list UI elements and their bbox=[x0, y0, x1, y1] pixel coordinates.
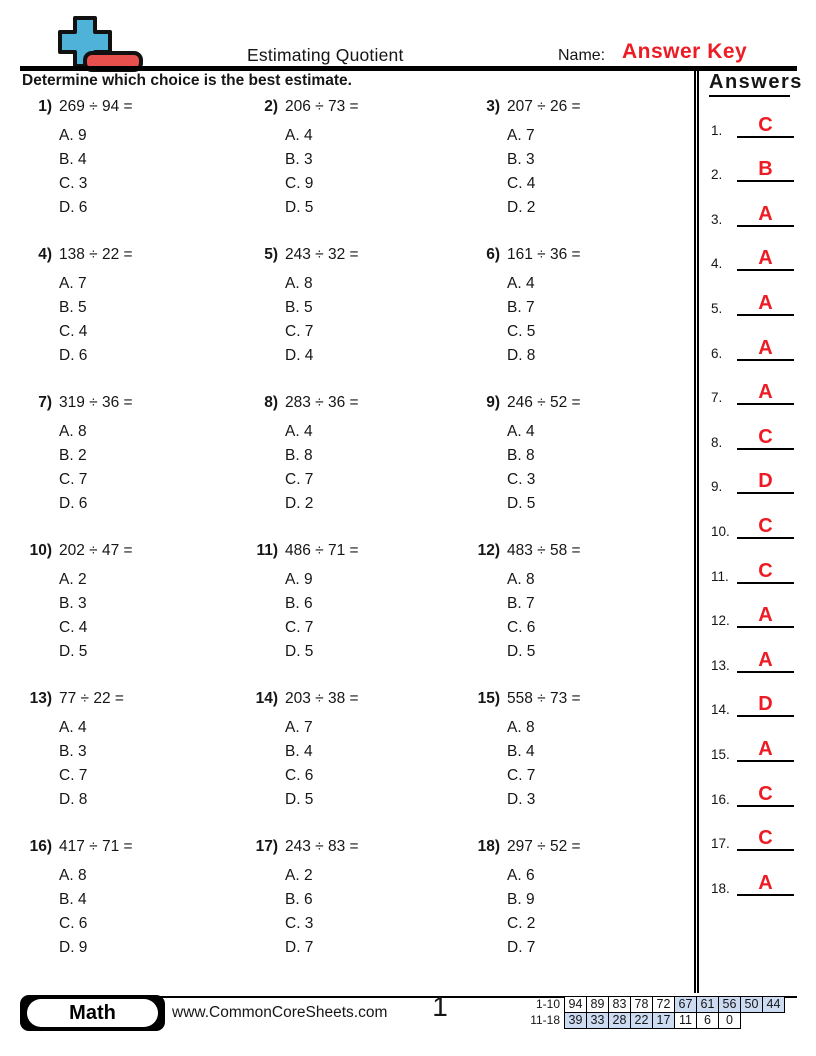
answer-number: 15. bbox=[711, 746, 730, 762]
worksheet-title: Estimating Quotient bbox=[247, 45, 404, 65]
problem-expression: 486 ÷ 71 = bbox=[285, 542, 359, 559]
answer-number: 2. bbox=[711, 167, 723, 183]
header-divider bbox=[20, 66, 797, 71]
choice-option: D. 5 bbox=[507, 643, 536, 660]
answer-item bbox=[699, 450, 797, 495]
choice-option: A. 2 bbox=[59, 571, 87, 588]
choice-option: C. 2 bbox=[507, 915, 536, 932]
choice-option: D. 7 bbox=[507, 939, 536, 956]
answer-item bbox=[699, 762, 797, 807]
problem-expression: 243 ÷ 83 = bbox=[285, 838, 359, 855]
answer-letter: C bbox=[758, 113, 773, 136]
score-cell: 67 bbox=[674, 996, 697, 1013]
choice-option: D. 5 bbox=[285, 199, 314, 216]
choice-option: A. 7 bbox=[507, 127, 535, 144]
answer-blank-line bbox=[737, 159, 794, 182]
choice-option: B. 4 bbox=[285, 743, 313, 760]
problem-number: 2) bbox=[264, 98, 278, 115]
answer-letter: A bbox=[758, 247, 773, 270]
choice-option: D. 5 bbox=[507, 495, 536, 512]
problem-choices bbox=[59, 124, 248, 220]
problem-choices bbox=[285, 420, 470, 516]
choice-option: C. 3 bbox=[285, 915, 314, 932]
problem-choices bbox=[507, 864, 694, 960]
answer-number: 11. bbox=[711, 568, 729, 584]
problem-question bbox=[248, 244, 470, 265]
answer-number: 9. bbox=[711, 479, 723, 495]
problem-number: 9) bbox=[486, 394, 500, 411]
answer-blank-line bbox=[737, 828, 794, 851]
score-cell: 50 bbox=[740, 996, 763, 1013]
website-text: www.CommonCoreSheets.com bbox=[172, 1004, 388, 1021]
problem-choices bbox=[59, 568, 248, 664]
subject-badge bbox=[20, 995, 165, 1031]
problem-block bbox=[470, 540, 694, 688]
answer-letter: B bbox=[758, 158, 773, 181]
problem-question bbox=[248, 688, 470, 709]
problem-expression: 283 ÷ 36 = bbox=[285, 394, 359, 411]
problem-question bbox=[22, 96, 248, 117]
problem-question bbox=[22, 836, 248, 857]
score-cell: 89 bbox=[586, 996, 609, 1013]
choice-option: D. 6 bbox=[59, 199, 88, 216]
problem-choices bbox=[285, 864, 470, 960]
choice-option: B. 7 bbox=[507, 299, 535, 316]
answer-number: 7. bbox=[711, 390, 723, 406]
problem-question bbox=[248, 96, 470, 117]
choice-option: C. 7 bbox=[285, 471, 314, 488]
answer-number: 18. bbox=[711, 880, 730, 896]
answer-number: 10. bbox=[711, 523, 730, 539]
choice-option: A. 9 bbox=[59, 127, 87, 144]
answer-blank-line bbox=[737, 784, 794, 807]
problem-number: 1) bbox=[38, 98, 52, 115]
problem-choices bbox=[507, 568, 694, 664]
score-cell: 39 bbox=[564, 1012, 587, 1029]
problem-number: 17) bbox=[255, 838, 278, 855]
problem-expression: 246 ÷ 52 = bbox=[507, 394, 581, 411]
subject-badge-label: Math bbox=[27, 999, 158, 1027]
problem-number: 15) bbox=[477, 690, 500, 707]
choice-option: C. 4 bbox=[59, 323, 88, 340]
answer-letter: C bbox=[758, 559, 773, 582]
choice-option: B. 6 bbox=[285, 595, 313, 612]
answer-blank-line bbox=[737, 605, 794, 628]
choice-option: D. 2 bbox=[285, 495, 314, 512]
answer-number: 4. bbox=[711, 256, 723, 272]
problem-block bbox=[22, 244, 248, 392]
choice-option: C. 6 bbox=[59, 915, 88, 932]
problem-expression: 138 ÷ 22 = bbox=[59, 246, 133, 263]
choice-option: C. 7 bbox=[507, 767, 536, 784]
answers-panel-title: Answers bbox=[709, 71, 790, 97]
answer-letter: A bbox=[758, 336, 773, 359]
score-cell: 83 bbox=[608, 996, 631, 1013]
problem-block bbox=[22, 96, 248, 244]
answer-blank-line bbox=[737, 248, 794, 271]
problem-block bbox=[248, 244, 470, 392]
choice-option: D. 6 bbox=[59, 347, 88, 364]
problem-choices bbox=[59, 272, 248, 368]
score-cell: 94 bbox=[564, 996, 587, 1013]
answer-number: 17. bbox=[711, 836, 730, 852]
problem-block bbox=[22, 540, 248, 688]
choice-option: A. 4 bbox=[59, 719, 87, 736]
choice-option: C. 7 bbox=[285, 619, 314, 636]
problem-question bbox=[248, 392, 470, 413]
choice-option: B. 3 bbox=[59, 743, 87, 760]
problem-number: 4) bbox=[38, 246, 52, 263]
problem-block bbox=[22, 392, 248, 540]
choice-option: C. 4 bbox=[507, 175, 536, 192]
problem-choices bbox=[59, 864, 248, 960]
problem-question bbox=[470, 836, 694, 857]
problem-block bbox=[248, 688, 470, 836]
problem-number: 11) bbox=[256, 542, 278, 559]
problem-expression: 558 ÷ 73 = bbox=[507, 690, 581, 707]
score-cell: 0 bbox=[718, 1012, 741, 1029]
answer-letter: D bbox=[758, 470, 773, 493]
choice-option: B. 4 bbox=[59, 151, 87, 168]
answer-item bbox=[699, 405, 797, 450]
score-cell: 56 bbox=[718, 996, 741, 1013]
answer-letter: A bbox=[758, 871, 773, 894]
answer-letter: A bbox=[758, 202, 773, 225]
problem-choices bbox=[285, 124, 470, 220]
problem-number: 16) bbox=[29, 838, 52, 855]
answer-blank-line bbox=[737, 204, 794, 227]
answer-number: 5. bbox=[711, 300, 723, 316]
name-label: Name: bbox=[558, 47, 606, 64]
choice-option: B. 3 bbox=[507, 151, 535, 168]
answer-blank-line bbox=[737, 427, 794, 450]
answer-item bbox=[699, 539, 797, 584]
score-cell: 17 bbox=[652, 1012, 675, 1029]
problem-expression: 207 ÷ 26 = bbox=[507, 98, 581, 115]
answer-item bbox=[699, 717, 797, 762]
answer-blank-line bbox=[737, 694, 794, 717]
choice-option: B. 7 bbox=[507, 595, 535, 612]
answer-letter: A bbox=[758, 737, 773, 760]
choice-option: D. 6 bbox=[59, 495, 88, 512]
choice-option: A. 8 bbox=[59, 867, 87, 884]
problem-question bbox=[470, 96, 694, 117]
answer-item bbox=[699, 584, 797, 629]
choice-option: B. 3 bbox=[285, 151, 313, 168]
choice-option: D. 5 bbox=[285, 791, 314, 808]
answer-blank-line bbox=[737, 739, 794, 762]
choice-option: A. 4 bbox=[285, 423, 313, 440]
answers-panel bbox=[694, 66, 803, 993]
problem-block bbox=[22, 688, 248, 836]
choice-option: B. 2 bbox=[59, 447, 87, 464]
problem-block bbox=[470, 688, 694, 836]
problem-number: 18) bbox=[477, 838, 500, 855]
problem-question bbox=[248, 836, 470, 857]
answer-item bbox=[699, 807, 797, 852]
choice-option: C. 7 bbox=[59, 471, 88, 488]
problem-question bbox=[22, 688, 248, 709]
problem-choices bbox=[59, 716, 248, 812]
answer-number: 6. bbox=[711, 345, 723, 361]
problem-block bbox=[470, 392, 694, 540]
choice-option: B. 5 bbox=[285, 299, 313, 316]
score-cell: 44 bbox=[762, 996, 785, 1013]
choice-option: D. 5 bbox=[285, 643, 314, 660]
choice-option: D. 3 bbox=[507, 791, 536, 808]
score-row-label: 1-10 bbox=[535, 997, 560, 1011]
score-row-label: 11-18 bbox=[530, 1013, 560, 1027]
choice-option: C. 7 bbox=[285, 323, 314, 340]
choice-option: D. 2 bbox=[507, 199, 536, 216]
problem-question bbox=[470, 688, 694, 709]
problem-choices bbox=[507, 420, 694, 516]
answer-blank-line bbox=[737, 471, 794, 494]
choice-option: C. 6 bbox=[507, 619, 536, 636]
problem-question bbox=[248, 540, 470, 561]
answer-number: 13. bbox=[711, 657, 730, 673]
choice-option: A. 7 bbox=[59, 275, 87, 292]
answer-blank-line bbox=[737, 338, 794, 361]
score-row bbox=[520, 1012, 785, 1029]
problem-block bbox=[470, 836, 694, 984]
problems-grid bbox=[22, 96, 694, 984]
choice-option: A. 8 bbox=[507, 719, 535, 736]
problem-expression: 319 ÷ 36 = bbox=[59, 394, 133, 411]
answer-item bbox=[699, 361, 797, 406]
problem-choices bbox=[285, 272, 470, 368]
answer-letter: A bbox=[758, 604, 773, 627]
answer-letter: A bbox=[758, 291, 773, 314]
choice-option: C. 3 bbox=[59, 175, 88, 192]
problem-block bbox=[248, 540, 470, 688]
problem-question bbox=[470, 244, 694, 265]
choice-option: A. 8 bbox=[507, 571, 535, 588]
choice-option: C. 7 bbox=[59, 767, 88, 784]
answer-item bbox=[699, 182, 797, 227]
problem-expression: 269 ÷ 94 = bbox=[59, 98, 133, 115]
choice-option: D. 5 bbox=[59, 643, 88, 660]
answer-letter: D bbox=[758, 693, 773, 716]
problem-choices bbox=[507, 272, 694, 368]
problem-number: 6) bbox=[486, 246, 500, 263]
choice-option: C. 9 bbox=[285, 175, 314, 192]
choice-option: D. 9 bbox=[59, 939, 88, 956]
problem-question bbox=[470, 392, 694, 413]
choice-option: A. 8 bbox=[285, 275, 313, 292]
choice-option: B. 6 bbox=[285, 891, 313, 908]
choice-option: C. 4 bbox=[59, 619, 88, 636]
choice-option: B. 4 bbox=[507, 743, 535, 760]
problem-choices bbox=[507, 124, 694, 220]
choice-option: B. 5 bbox=[59, 299, 87, 316]
page-number: 1 bbox=[432, 991, 448, 1022]
problem-number: 14) bbox=[255, 690, 278, 707]
answer-letter: C bbox=[758, 827, 773, 850]
problem-question bbox=[470, 540, 694, 561]
choice-option: A. 6 bbox=[507, 867, 535, 884]
answer-letter: C bbox=[758, 782, 773, 805]
score-cell: 61 bbox=[696, 996, 719, 1013]
choice-option: C. 5 bbox=[507, 323, 536, 340]
answer-number: 14. bbox=[711, 702, 730, 718]
problem-block bbox=[470, 96, 694, 244]
answer-blank-line bbox=[737, 293, 794, 316]
answer-item bbox=[699, 271, 797, 316]
problem-number: 13) bbox=[29, 690, 52, 707]
problem-number: 12) bbox=[477, 542, 500, 559]
answer-blank-line bbox=[737, 561, 794, 584]
problem-choices bbox=[285, 716, 470, 812]
choice-option: A. 7 bbox=[285, 719, 313, 736]
choice-option: B. 3 bbox=[59, 595, 87, 612]
choice-option: D. 8 bbox=[59, 791, 88, 808]
answer-item bbox=[699, 673, 797, 718]
score-cell: 72 bbox=[652, 996, 675, 1013]
answer-blank-line bbox=[737, 115, 794, 138]
answer-item bbox=[699, 494, 797, 539]
score-cell: 6 bbox=[696, 1012, 719, 1029]
answer-item bbox=[699, 628, 797, 673]
choice-option: A. 4 bbox=[507, 275, 535, 292]
answer-number: 8. bbox=[711, 434, 723, 450]
problem-expression: 297 ÷ 52 = bbox=[507, 838, 581, 855]
instruction-text: Determine which choice is the best estimate. bbox=[22, 72, 352, 89]
problem-question bbox=[22, 244, 248, 265]
name-value-answer-key: Answer Key bbox=[622, 40, 748, 63]
problem-choices bbox=[285, 568, 470, 664]
problem-expression: 206 ÷ 73 = bbox=[285, 98, 359, 115]
score-cell: 78 bbox=[630, 996, 653, 1013]
answer-item bbox=[699, 93, 797, 138]
choice-option: B. 4 bbox=[59, 891, 87, 908]
choice-option: D. 4 bbox=[285, 347, 314, 364]
answers-list bbox=[699, 93, 797, 896]
problem-expression: 202 ÷ 47 = bbox=[59, 542, 133, 559]
problem-expression: 161 ÷ 36 = bbox=[507, 246, 581, 263]
answer-blank-line bbox=[737, 516, 794, 539]
problem-question bbox=[22, 540, 248, 561]
score-cell: 33 bbox=[586, 1012, 609, 1029]
problem-expression: 77 ÷ 22 = bbox=[59, 690, 124, 707]
problem-block bbox=[22, 836, 248, 984]
answer-letter: A bbox=[758, 648, 773, 671]
answer-blank-line bbox=[737, 873, 794, 896]
answer-number: 1. bbox=[711, 122, 723, 138]
choice-option: A. 4 bbox=[507, 423, 535, 440]
problem-number: 5) bbox=[264, 246, 278, 263]
problem-number: 8) bbox=[264, 394, 278, 411]
choice-option: B. 8 bbox=[285, 447, 313, 464]
choice-option: A. 2 bbox=[285, 867, 313, 884]
problem-expression: 203 ÷ 38 = bbox=[285, 690, 359, 707]
problem-expression: 417 ÷ 71 = bbox=[59, 838, 133, 855]
answer-blank-line bbox=[737, 382, 794, 405]
score-row bbox=[520, 996, 785, 1013]
choice-option: B. 8 bbox=[507, 447, 535, 464]
choice-option: A. 8 bbox=[59, 423, 87, 440]
answer-number: 3. bbox=[711, 211, 723, 227]
answer-number: 16. bbox=[711, 791, 730, 807]
problem-choices bbox=[59, 420, 248, 516]
problem-expression: 483 ÷ 58 = bbox=[507, 542, 581, 559]
choice-option: D. 7 bbox=[285, 939, 314, 956]
answer-number: 12. bbox=[711, 613, 730, 629]
answer-letter: C bbox=[758, 425, 773, 448]
problem-expression: 243 ÷ 32 = bbox=[285, 246, 359, 263]
score-table bbox=[520, 996, 785, 1029]
problem-choices bbox=[507, 716, 694, 812]
problem-number: 7) bbox=[38, 394, 52, 411]
problem-block bbox=[470, 244, 694, 392]
answer-blank-line bbox=[737, 650, 794, 673]
score-cell: 28 bbox=[608, 1012, 631, 1029]
choice-option: C. 6 bbox=[285, 767, 314, 784]
answer-item bbox=[699, 851, 797, 896]
choice-option: D. 8 bbox=[507, 347, 536, 364]
choice-option: A. 4 bbox=[285, 127, 313, 144]
answer-letter: C bbox=[758, 514, 773, 537]
problem-question bbox=[22, 392, 248, 413]
choice-option: A. 9 bbox=[285, 571, 313, 588]
choice-option: B. 9 bbox=[507, 891, 535, 908]
answer-item bbox=[699, 316, 797, 361]
problem-block bbox=[248, 96, 470, 244]
answer-item bbox=[699, 227, 797, 272]
problem-number: 10) bbox=[29, 542, 52, 559]
score-cell: 11 bbox=[674, 1012, 697, 1029]
choice-option: C. 3 bbox=[507, 471, 536, 488]
problem-number: 3) bbox=[486, 98, 500, 115]
problem-block bbox=[248, 392, 470, 540]
answer-item bbox=[699, 138, 797, 183]
score-cell: 22 bbox=[630, 1012, 653, 1029]
problem-block bbox=[248, 836, 470, 984]
answer-letter: A bbox=[758, 381, 773, 404]
